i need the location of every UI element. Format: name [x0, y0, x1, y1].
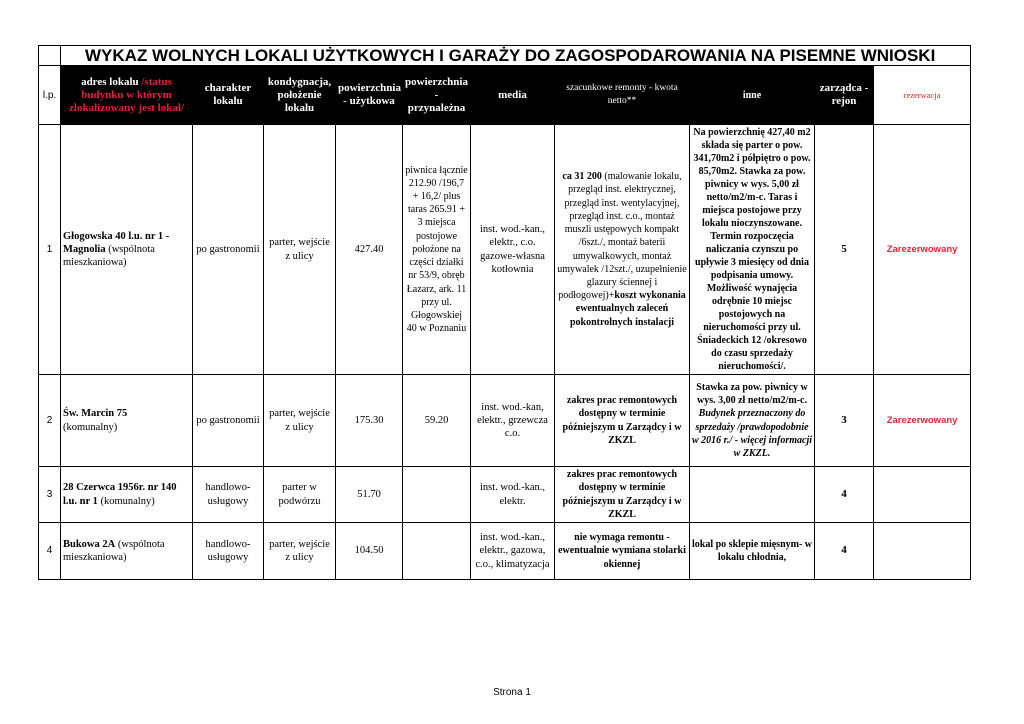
row-renovation: zakres prac remontowych dostępny w terminie późniejszym u Zarządcy i w ZKZL [555, 467, 690, 523]
row-number: 4 [39, 523, 61, 580]
header-manager: zarządca - rejon [815, 66, 874, 125]
row-manager: 5 [815, 125, 874, 375]
row-renovation: zakres prac remontowych dostępny w terminie późniejszym u Zarządcy i w ZKZL [555, 375, 690, 467]
row-type: handlowo-usługowy [193, 523, 264, 580]
row-ancillary-area: piwnica łącznie 212.90 /196,7 + 16,2/ plus taras 265.91 + 3 miejsca postojowe położone na części działki nr 53/9, obręb Łazarz, ark. 11 przy ul. Głogowskiej 40 w Poznaniu [403, 125, 471, 375]
row-type: po gastronomii [193, 375, 264, 467]
row-number: 1 [39, 125, 61, 375]
listing-sheet [38, 45, 970, 580]
row-utilities: inst. wod.-kan., elektr., gazowa, c.o., klimatyzacja [471, 523, 555, 580]
row-address: Bukowa 2A (wspólnota mieszkaniowa) [61, 523, 193, 580]
page-number: Strona 1 [493, 687, 531, 698]
row-floor: parter, wejście z ulicy [264, 523, 336, 580]
row-type: po gastronomii [193, 125, 264, 375]
row-usable-area: 104.50 [336, 523, 403, 580]
header-address: adres lokalu /status budynku w którym zlokalizowany jest lokal/ [61, 66, 193, 125]
row-address: 28 Czerwca 1956r. nr 140 l.u. nr 1 (komunalny) [61, 467, 193, 523]
row-floor: parter, wejście z ulicy [264, 375, 336, 467]
row-renovation: nie wymaga remontu - ewentualnie wymiana stolarki okiennej [555, 523, 690, 580]
row-floor: parter, wejście z ulicy [264, 125, 336, 375]
row-renovation: ca 31 200 (malowanie lokalu, przegląd inst. elektrycznej, przegląd inst. wentylacyjnej, przegląd inst. c.o., montaż muszli ustępowych kompakt /6szt./, montaż baterii umywalkowych, montaż umywalek /12szt./, uzupełnienie glazury ściennej i podłogowej)+koszt wykonania ewentualnych zaleceń pokontrolnych instalacji [555, 125, 690, 375]
row-utilities: inst. wod.-kan, elektr., grzewcza c.o. [471, 375, 555, 467]
row-other: lokal po sklepie mięsnym- w lokalu chłodnia, [690, 523, 815, 580]
header-address-status: /status budynku w którym zlokalizowany jest lokal/ [69, 75, 184, 114]
row-manager: 3 [815, 375, 874, 467]
row-usable-area: 427.40 [336, 125, 403, 375]
header-usable-area: powierzchnia - użytkowa [336, 66, 403, 125]
table-row [39, 523, 971, 580]
header-type: charakter lokalu [193, 66, 264, 125]
table-row [39, 375, 971, 467]
row-other: Stawka za pow. piwnicy w wys. 3,00 zł netto/m2/m-c. Budynek przeznaczony do sprzedaży /prawdopodobnie w 2016 r./ - więcej informacji w ZKZL. [690, 375, 815, 467]
header-other: inne [690, 66, 815, 125]
header-ancillary-area: powierzchnia - przynależna [403, 66, 471, 125]
header-renovation: szacunkowe remonty - kwota netto** [555, 66, 690, 125]
row-floor: parter w podwórzu [264, 467, 336, 523]
row-ancillary-area: 59.20 [403, 375, 471, 467]
row-usable-area: 51.70 [336, 467, 403, 523]
row-other [690, 467, 815, 523]
row-type: handlowo-usługowy [193, 467, 264, 523]
row-other: Na powierzchnię 427,40 m2 składa się parter o pow. 341,70m2 i półpiętro o pow. 85,70m2. Stawka za pow. piwnicy w wys. 5,00 zł netto/m2/m-c. Taras i miejsca postojowe przy lokalu nioczynszowane. Termin rozpoczęcia naliczania czynszu po upływie 3 miesięcy od dnia podpisania umowy. Możliwość wynajęcia odrębnie 10 miejsc postojowych na nieruchomości przy ul. Śniadeckich 12 /okresowo do czasu sprzedaży nieruchomości/. [690, 125, 815, 375]
table-row [39, 125, 971, 375]
row-number: 3 [39, 467, 61, 523]
row-manager: 4 [815, 467, 874, 523]
row-number: 2 [39, 375, 61, 467]
row-address: Głogowska 40 l.u. nr 1 - Magnolia (wspólnota mieszkaniowa) [61, 125, 193, 375]
status-badge [874, 523, 971, 580]
status-badge [874, 467, 971, 523]
header-utilities: media [471, 66, 555, 125]
table-header [39, 66, 971, 125]
row-usable-area: 175.30 [336, 375, 403, 467]
row-ancillary-area [403, 523, 471, 580]
row-manager: 4 [815, 523, 874, 580]
row-ancillary-area [403, 467, 471, 523]
header-lp: l.p. [39, 66, 61, 125]
status-badge: Zarezerwowany [874, 125, 971, 375]
row-utilities: inst. wod.-kan., elektr. [471, 467, 555, 523]
header-reservation: rezerwacja [874, 66, 971, 125]
row-utilities: inst. wod.-kan., elektr., c.o. gazowe-własna kotłownia [471, 125, 555, 375]
row-address: Św. Marcin 75 (komunalny) [61, 375, 193, 467]
status-badge: Zarezerwowany [874, 375, 971, 467]
page-title: WYKAZ WOLNYCH LOKALI UŻYTKOWYCH I GARAŻY DO ZAGOSPODAROWANIA NA PISEMNE WNIOSKI [61, 46, 971, 66]
header-floor: kondygnacja, położenie lokalu [264, 66, 336, 125]
table-row [39, 467, 971, 523]
vacant-premises-table [38, 45, 971, 580]
